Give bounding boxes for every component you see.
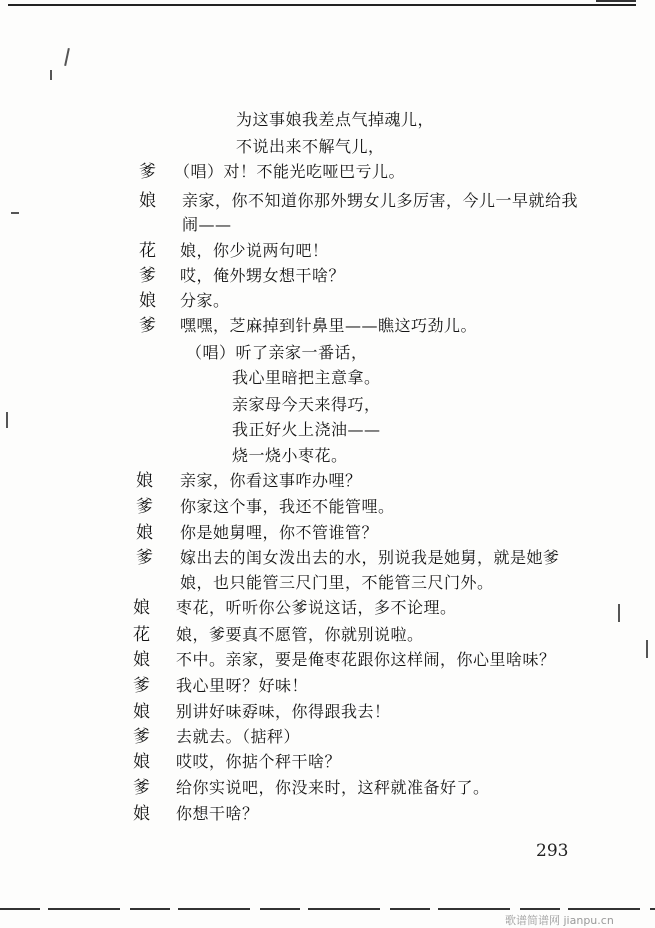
speaker-label: 爹 [136,548,153,568]
speaker-label: 爹 [133,778,150,798]
script-line-text: 你家这个事，我还不能管哩。 [180,497,395,516]
scan-speck [618,604,620,622]
script-line-text: 我心里暗把主意拿。 [232,368,381,387]
script-line-text: （唱）对！不能光吃哑巴亏儿。 [174,162,406,181]
scan-speck [646,640,648,658]
script-line-text: 娘，你少说两句吧！ [180,241,329,260]
script-line-text: 别讲好味孬味，你得跟我去！ [176,702,391,721]
top-rule [8,4,636,6]
script-line-text: 嫁出去的闺女泼出去的水，别说我是她舅，就是她爹 [180,548,560,567]
speaker-label: 爹 [133,676,150,696]
speaker-label: 爹 [136,497,153,517]
scan-speck [64,48,70,66]
speaker-label: 娘 [136,471,153,491]
script-line-text: 不说出来不解气儿， [236,137,385,156]
speaker-label: 娘 [139,291,156,311]
bottom-rule [0,908,655,910]
script-line-text: 我正好火上浇油—— [232,420,381,439]
script-line-text: 你是她舅哩，你不管谁管？ [180,523,379,542]
script-line-text: 为这事娘我差点气掉魂儿， [236,110,435,129]
script-line-text: 亲家母今天来得巧， [232,395,381,414]
speaker-label: 娘 [133,752,150,772]
script-line-text: 不中。亲家，要是俺枣花跟你这样闹，你心里啥味？ [176,650,556,669]
script-line-text: 去就去。（掂秤） [176,727,301,746]
script-line-text: 嘿嘿，芝麻掉到针鼻里——瞧这巧劲儿。 [180,316,478,335]
site-watermark: 歌谱简谱网 jianpu.cn [505,914,614,927]
script-line-text: 你想干啥？ [176,804,259,823]
script-line-text: 亲家，你不知道你那外甥女儿多厉害，今儿一早就给我 [182,191,579,210]
speaker-label: 娘 [133,804,150,824]
script-line-text: 哎哎，你掂个秤干啥？ [176,752,342,771]
speaker-label: 娘 [136,523,153,543]
script-line-text: （唱）听了亲家一番话， [186,343,368,362]
speaker-label: 爹 [139,316,156,336]
script-line-text: 分家。 [180,291,230,310]
script-line-text: 亲家，你看这事咋办哩？ [180,471,362,490]
script-line-text: 娘，爹要真不愿管，你就别说啦。 [176,625,424,644]
speaker-label: 娘 [133,598,150,618]
top-rule-dash [596,0,636,2]
script-line-text: 娘，也只能管三尺门里，不能管三尺门外。 [180,573,494,592]
script-line-text: 我心里呀？好味！ [176,676,309,695]
script-line-text: 给你实说吧，你没来时，这秤就准备好了。 [176,778,490,797]
script-line-text: 哎，俺外甥女想干啥？ [180,266,346,285]
scan-speck [6,412,8,428]
page-number: 293 [536,841,569,861]
scan-speck [11,212,19,214]
speaker-label: 爹 [139,266,156,286]
speaker-label: 娘 [133,650,150,670]
scan-speck [50,70,52,80]
speaker-label: 娘 [133,702,150,722]
script-line-text: 闹—— [182,215,232,234]
script-line-text: 烧一烧小枣花。 [232,446,348,465]
speaker-label: 娘 [139,191,156,211]
speaker-label: 爹 [139,162,156,182]
speaker-label: 爹 [133,727,150,747]
speaker-label: 花 [133,625,150,645]
script-line-text: 枣花，听听你公爹说这话，多不论理。 [176,598,457,617]
speaker-label: 花 [139,241,156,261]
